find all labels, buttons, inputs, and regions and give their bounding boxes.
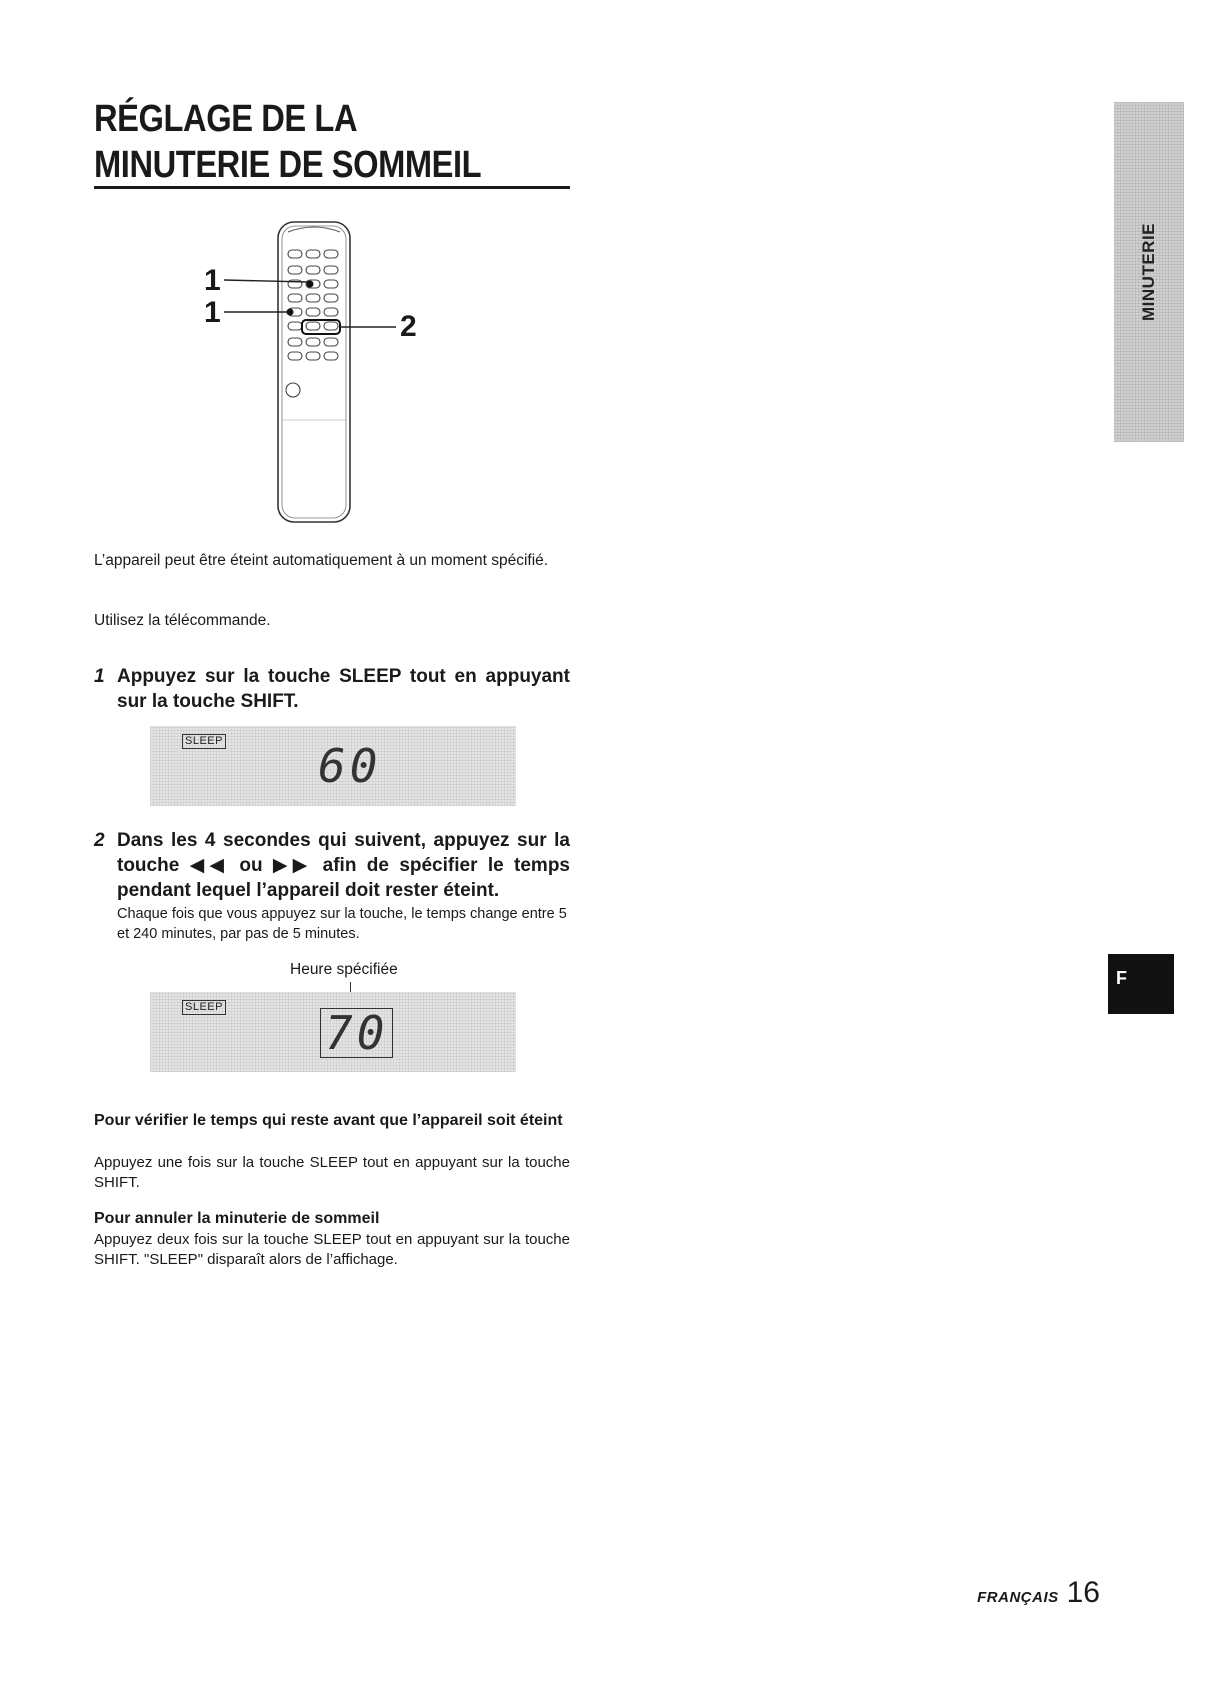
footer-language: FRANÇAIS (977, 1589, 1059, 1606)
cancel-body: Appuyez deux fois sur la touche SLEEP tout en appuyant sur la touche SHIFT. "SLEEP" disparaît alors de l’affichage. (94, 1231, 570, 1268)
page-title: RÉGLAGE DE LA MINUTERIE DE SOMMEIL (94, 98, 482, 186)
display-panel-70 (150, 992, 516, 1072)
remote-control-illustration (200, 220, 460, 540)
intro-paragraph: L’appareil peut être éteint automatiquement à un moment spécifié. (94, 552, 549, 569)
check-body: Appuyez une fois sur la touche SLEEP tout en appuyant sur la touche SHIFT. (94, 1154, 570, 1191)
page-number: 16 (1066, 1576, 1100, 1609)
side-tab-label: MINUTERIE (1139, 223, 1158, 321)
specified-time-caption: Heure spécifiée (290, 961, 398, 978)
callout-1-bottom: 1 (204, 296, 221, 329)
step-2-text: Dans les 4 secondes qui suivent, appuyez sur la touche ◀◀ ou ▶▶ afin de spécifier le temps pendant lequel l’appareil doit rester éteint. (117, 830, 570, 901)
remote-instruction: Utilisez la télécommande. (94, 612, 271, 629)
step-2-number: 2 (94, 830, 105, 851)
remote-control-figure (200, 220, 460, 540)
step-1-number: 1 (94, 666, 105, 687)
cancel-heading: Pour annuler la minuterie de sommeil (94, 1210, 380, 1227)
display-digits: 60 (318, 739, 382, 793)
language-marker (1108, 954, 1174, 1014)
callout-1-top: 1 (204, 264, 221, 297)
language-marker-label: F (1116, 968, 1127, 988)
sleep-indicator: SLEEP (182, 1000, 226, 1015)
step-1-text: Appuyez sur la touche SLEEP tout en appuyant sur la touche SHIFT. (117, 666, 570, 712)
callout-2: 2 (400, 310, 417, 343)
display-digits-boxed: 70 (320, 1008, 393, 1058)
sleep-indicator: SLEEP (182, 734, 226, 749)
title-underline (94, 186, 570, 189)
page-footer (970, 1576, 1100, 1610)
section-side-tab (1114, 102, 1184, 442)
step-2-detail: Chaque fois que vous appuyez sur la touche, le temps change entre 5 et 240 minutes, par pas de 5 minutes. (117, 906, 567, 942)
check-heading: Pour vérifier le temps qui reste avant que l’appareil soit éteint (94, 1112, 563, 1129)
display-panel-60 (150, 726, 516, 806)
